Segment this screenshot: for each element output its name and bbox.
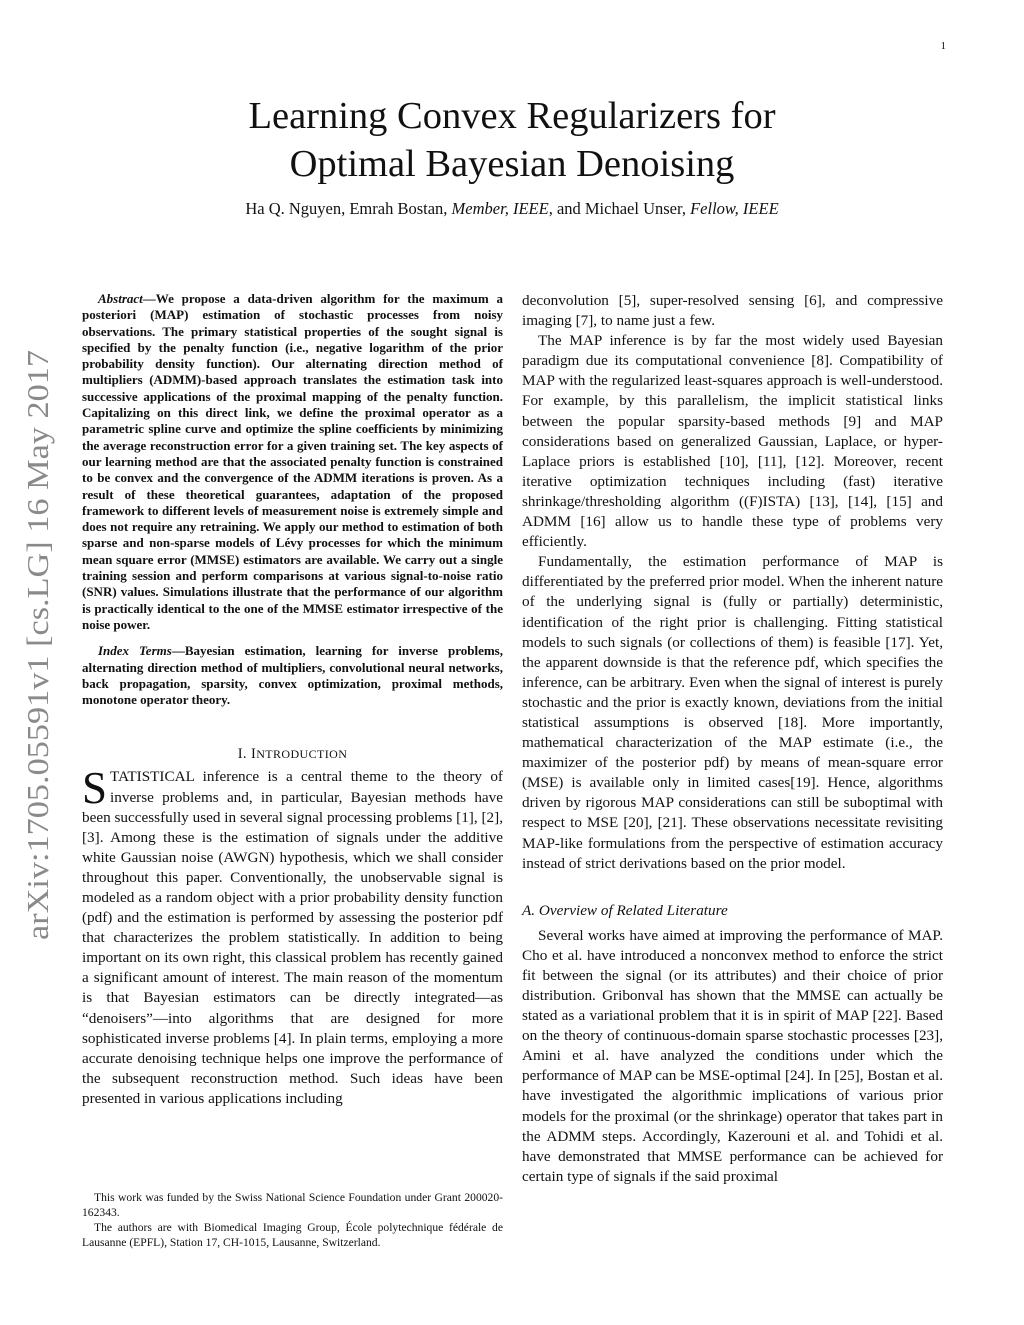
author-names-1: Ha Q. Nguyen, Emrah Bostan, bbox=[245, 199, 452, 218]
paragraph-prior-model: Fundamentally, the estimation performance of MAP is differentiated by the preferred prior model. When the inherent nature of the underlying signal is (fully or partially) deterministic, identification of the right prior is challenging. Fitting statistical models to such signals (or collections of them) is feasible [17]. Yet, the apparent downside is that the reference pdf, which specifies the inference, can be arbitrary. Even when the signal of interest is purely stochastic and the prior is exactly known, deviations from the initial statistical assumptions is observed [18]. More importantly, mathematical characterization of the MAP estimate (i.e., the maximizer of the posterior pdf) by means of mean-square error (MSE) is available only in limited cases[19]. Hence, algorithms driven by rigorous MAP considerations can still be suboptimal with respect to MSE [20], [21]. These observations necessitate revisiting MAP-like formulations from the perspective of estimation accuracy instead of strict derivations based on the prior model. bbox=[522, 553, 943, 872]
index-terms-label: Index Terms bbox=[98, 643, 172, 659]
arxiv-identifier-stamp bbox=[8, 345, 60, 945]
author-fellowship: Fellow, IEEE bbox=[690, 199, 779, 218]
drop-cap: S bbox=[82, 763, 108, 814]
page-number: 1 bbox=[940, 40, 946, 52]
author-names-2: , and Michael Unser, bbox=[548, 199, 691, 218]
section-title-rest: NTRODUCTION bbox=[256, 747, 348, 762]
abstract-text: —We propose a data-driven algorithm for the maximum a posteriori (MAP) estimation of stochastic processes from noisy observations. The primary statistical properties of the sought signal is specified by the penalty function (i.e., negative logarithm of the prior probability density function). Our alternating direction method of multipliers (ADMM)-based approach translates the estimation task into successive applications of the proximal mapping of the penalty function. Capitalizing on this direct link, we define the proximal operator as a parametric spline curve and optimize the spline coefficients by minimizing the average reconstruction error for a given training set. The key aspects of our learning method are that the associated penalty function is constrained to be convex and the convergence of the ADMM iterations is proven. As a result of these theoretical guarantees, adaptation of the proposed framework to different levels of measurement noise is extremely simple and does not require any retraining. We apply our method to estimation of both sparse and non-sparse models of Lévy processes for which the minimum mean square error (MMSE) estimators are available. We carry out a single training session and perform comparisons at various signal-to-noise ratio (SNR) values. Simulations illustrate that the performance of our algorithm is practically identical to the one of the MMSE estimator irrespective of the noise power. bbox=[82, 291, 503, 632]
abstract-label: Abstract bbox=[98, 291, 143, 306]
index-terms-text: —Bayesian estimation, learning for inverse problems, alternating direction method of multipliers, convolutional neural networks, back propagation, sparsity, convex optimization, proximal methods, monotone operator theory. bbox=[82, 643, 503, 708]
footnote-funding: This work was funded by the Swiss National Science Foundation under Grant 200020-162343. bbox=[82, 1191, 503, 1219]
subsection-heading-related-literature: A. Overview of Related Literature bbox=[522, 901, 728, 919]
author-membership: Member, IEEE bbox=[451, 199, 549, 218]
section-numeral: I. I bbox=[237, 746, 257, 763]
index-terms bbox=[82, 643, 503, 708]
title-line-2: Optimal Bayesian Denoising bbox=[289, 143, 735, 185]
footnote-affiliation: The authors are with Biomedical Imaging Group, École polytechnique fédérale de Lausanne (EPFL), Station 17, CH-1015, Lausanne, Switzerland. bbox=[82, 1221, 503, 1249]
author-line bbox=[112, 199, 912, 219]
left-column bbox=[82, 291, 503, 1109]
title-line-1: Learning Convex Regularizers for bbox=[248, 95, 776, 137]
paper-title bbox=[112, 92, 912, 188]
paragraph-map-inference: The MAP inference is by far the most widely used Bayesian paradigm due its computational convenience [8]. Compatibility of MAP with the regularized least-squares approach is well-understood. For example, by this parallelism, the implicit statistical links between the popular sparsity-based methods [9] and MAP considerations based on generalized Gaussian, Laplace, or hyper-Laplace priors is established [10], [11], [12]. Moreover, recent iterative optimization techniques including (fast) iterative shrinkage/thresholding algorithm ((F)ISTA) [13], [14], [15] and ADMM [16] allow us to handle these type of problems very efficiently. bbox=[522, 332, 943, 551]
footnotes bbox=[82, 1190, 503, 1250]
right-column bbox=[522, 291, 943, 1187]
arxiv-stamp-text: arXiv:1705.05591v1 [cs.LG] 16 May 2017 bbox=[20, 406, 55, 940]
paragraph-applications: deconvolution [5], super-resolved sensing [6], and compressive imaging [7], to name just a few. bbox=[522, 292, 943, 330]
paragraph-related-literature: Several works have aimed at improving the performance of MAP. Cho et al. have introduced a nonconvex method to enforce the strict fit between the signal (or its attributes) and their choice of prior distribution. Gribonval has shown that the MMSE can actually be stated as a variational problem that it is in spirit of MAP [22]. Based on the theory of continuous-domain sparse stochastic processes [23], Amini et al. have analyzed the conditions under which the performance of MAP can be MSE-optimal [24]. In [25], Bostan et al. have investigated the algorithmic implications of various prior models for the proximal (or the shrinkage) operator that takes part in the ADMM steps. Accordingly, Kazerouni et al. and Tohidi et al. have demonstrated that MMSE performance can be achieved for certain type of signals if the said proximal bbox=[522, 926, 943, 1185]
intro-paragraph bbox=[82, 763, 503, 1109]
section-heading-introduction bbox=[82, 746, 503, 763]
intro-paragraph-text: TATISTICAL inference is a central theme to the theory of inverse problems and, in particular, Bayesian methods have been successfully used in several signal processing problems [1], [2], [3]. Among these is the estimation of signals under the additive white Gaussian noise (AWGN) hypothesis, which we shall consider throughout this paper. Conventionally, the unobservable signal is modeled as a random object with a prior probability density function (pdf) and the estimation is performed by assessing the posterior pdf that characterizes the problem statistically. In addition to being important on its own right, this classical problem has recently gained a significant amount of interest. The main reason of the momentum is that Bayesian estimators can be directly integrated—as “denoisers”—into algorithms that are designed for more sophisticated inverse problems [4]. In plain terms, employing a more accurate denoising technique helps one improve the performance of the subsequent reconstruction method. Such ideas have been presented in various applications including bbox=[82, 768, 503, 1107]
abstract bbox=[82, 291, 503, 633]
